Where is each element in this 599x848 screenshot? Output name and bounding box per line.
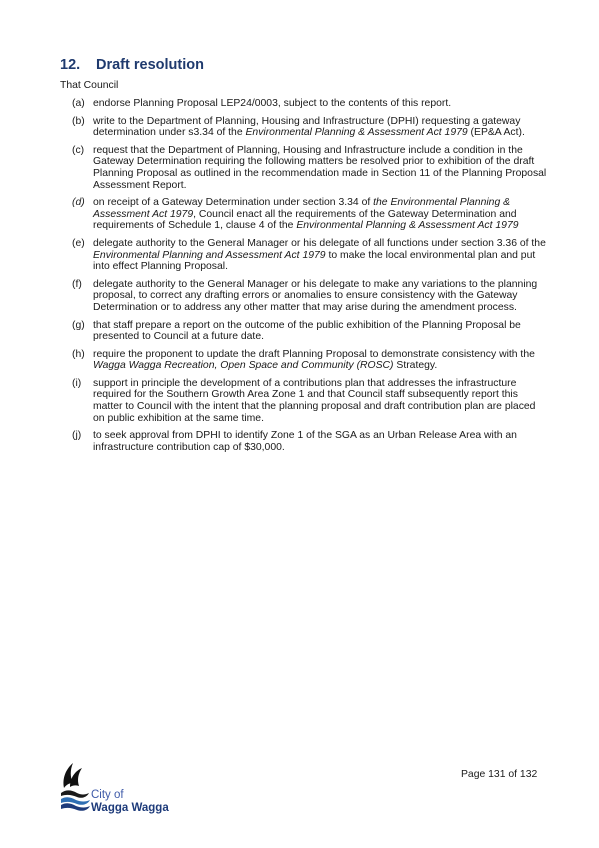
item-text (93, 197, 548, 232)
page-number: Page 131 of 132 (461, 769, 538, 780)
item-text (93, 320, 548, 343)
intro-text: That Council (60, 80, 119, 91)
item-text-run: to make the local environmental plan and put into effect Planning Proposal. (93, 249, 536, 273)
item-text-run: , Council enact all the requirements of the Gateway Determination and requirements of Schedule 1, clause 4 of the (93, 208, 517, 232)
logo-text-wagga-wagga: Wagga Wagga (91, 802, 169, 814)
item-text (93, 116, 548, 139)
item-text-run: to seek approval from DPHI to identify Zone 1 of the SGA as an Urban Release Area with an infrastructure contribution cap of $30,000. (93, 430, 517, 453)
item-marker: (c) (72, 144, 85, 156)
item-text-italic: the Environmental Planning & Assessment Act 1979 (93, 197, 511, 220)
item-marker: (a) (72, 98, 85, 109)
item-text-italic: Wagga Wagga Recreation, Open Space and Community (ROSC) (93, 360, 394, 372)
item-text-run: endorse Planning Proposal LEP24/0003, subject to the contents of this report. (93, 98, 452, 109)
item-text-run: (EP&A Act). (467, 127, 525, 139)
resolution-item (72, 320, 548, 343)
resolution-item (72, 430, 548, 453)
council-logo (58, 760, 188, 820)
resolution-item (72, 238, 548, 273)
item-marker: (d) (72, 197, 85, 209)
item-marker: (i) (72, 377, 82, 389)
resolution-item (72, 378, 548, 424)
item-text-italic: Environmental Planning & Assessment Act 1979 (296, 220, 519, 232)
item-text-run: delegate authority to the General Manager or his delegate to make any variations to the planning proposal, to correct any drafting errors or anomalies to ensure consistency with the Gateway Determination or to address any other matter that may arise during the amendment process. (93, 278, 538, 313)
item-text (93, 145, 548, 191)
item-text (93, 378, 548, 424)
resolution-item (72, 98, 548, 110)
item-marker: (b) (72, 115, 85, 127)
item-text (93, 238, 548, 273)
item-text-run: support in principle the development of a contributions plan that addresses the infrastructure required for the Southern Growth Area Zone 1 and that Council staff subsequently report this matter to Council with the intent that the planning proposal and draft contribution plan are placed on public exhibition at the same time. (93, 377, 536, 424)
resolution-item (72, 145, 548, 191)
item-text (93, 349, 548, 372)
item-text-run: on receipt of a Gateway Determination under section 3.34 of (93, 197, 374, 209)
item-text-run: request that the Department of Planning, Housing and Infrastructure include a condition in the Gateway Determination requiring the following matters be resolved prior to exhibition of the draft Planning Proposal as outlined in the recommendation made in Section 11 of the Planning Proposal Assessment Report. (93, 144, 547, 191)
item-text-italic: Environmental Planning and Assessment Act 1979 (93, 249, 326, 261)
resolution-item (72, 197, 548, 232)
resolution-item (72, 349, 548, 372)
item-text-run: Strategy. (393, 360, 438, 372)
logo-text-city-of: City of (91, 789, 124, 801)
item-marker: (j) (72, 430, 82, 442)
item-text-run: that staff prepare a report on the outcome of the public exhibition of the Planning Proposal be presented to Council at a future date. (93, 319, 521, 343)
item-marker: (e) (72, 237, 85, 249)
resolution-item (72, 116, 548, 139)
council-logo-icon (58, 760, 92, 818)
section-title: Draft resolution (96, 57, 204, 73)
section-heading (60, 57, 204, 73)
item-marker: (g) (72, 319, 85, 331)
item-text (93, 279, 548, 314)
item-text-run: delegate authority to the General Manager or his delegate of all functions under section 3.36 of the (93, 237, 546, 249)
section-number: 12. (60, 57, 81, 73)
resolution-item (72, 279, 548, 314)
item-text-run: require the proponent to update the draft Planning Proposal to demonstrate consistency with the (93, 348, 535, 360)
item-text-run: write to the Department of Planning, Housing and Infrastructure (DPHI) requesting a gateway determination under s3.34 of the (93, 115, 521, 139)
item-text-italic: Environmental Planning & Assessment Act 1979 (245, 127, 468, 139)
item-text (93, 98, 548, 110)
item-text (93, 430, 548, 453)
item-marker: (f) (72, 278, 82, 290)
resolution-list (72, 98, 548, 459)
item-marker: (h) (72, 348, 85, 360)
